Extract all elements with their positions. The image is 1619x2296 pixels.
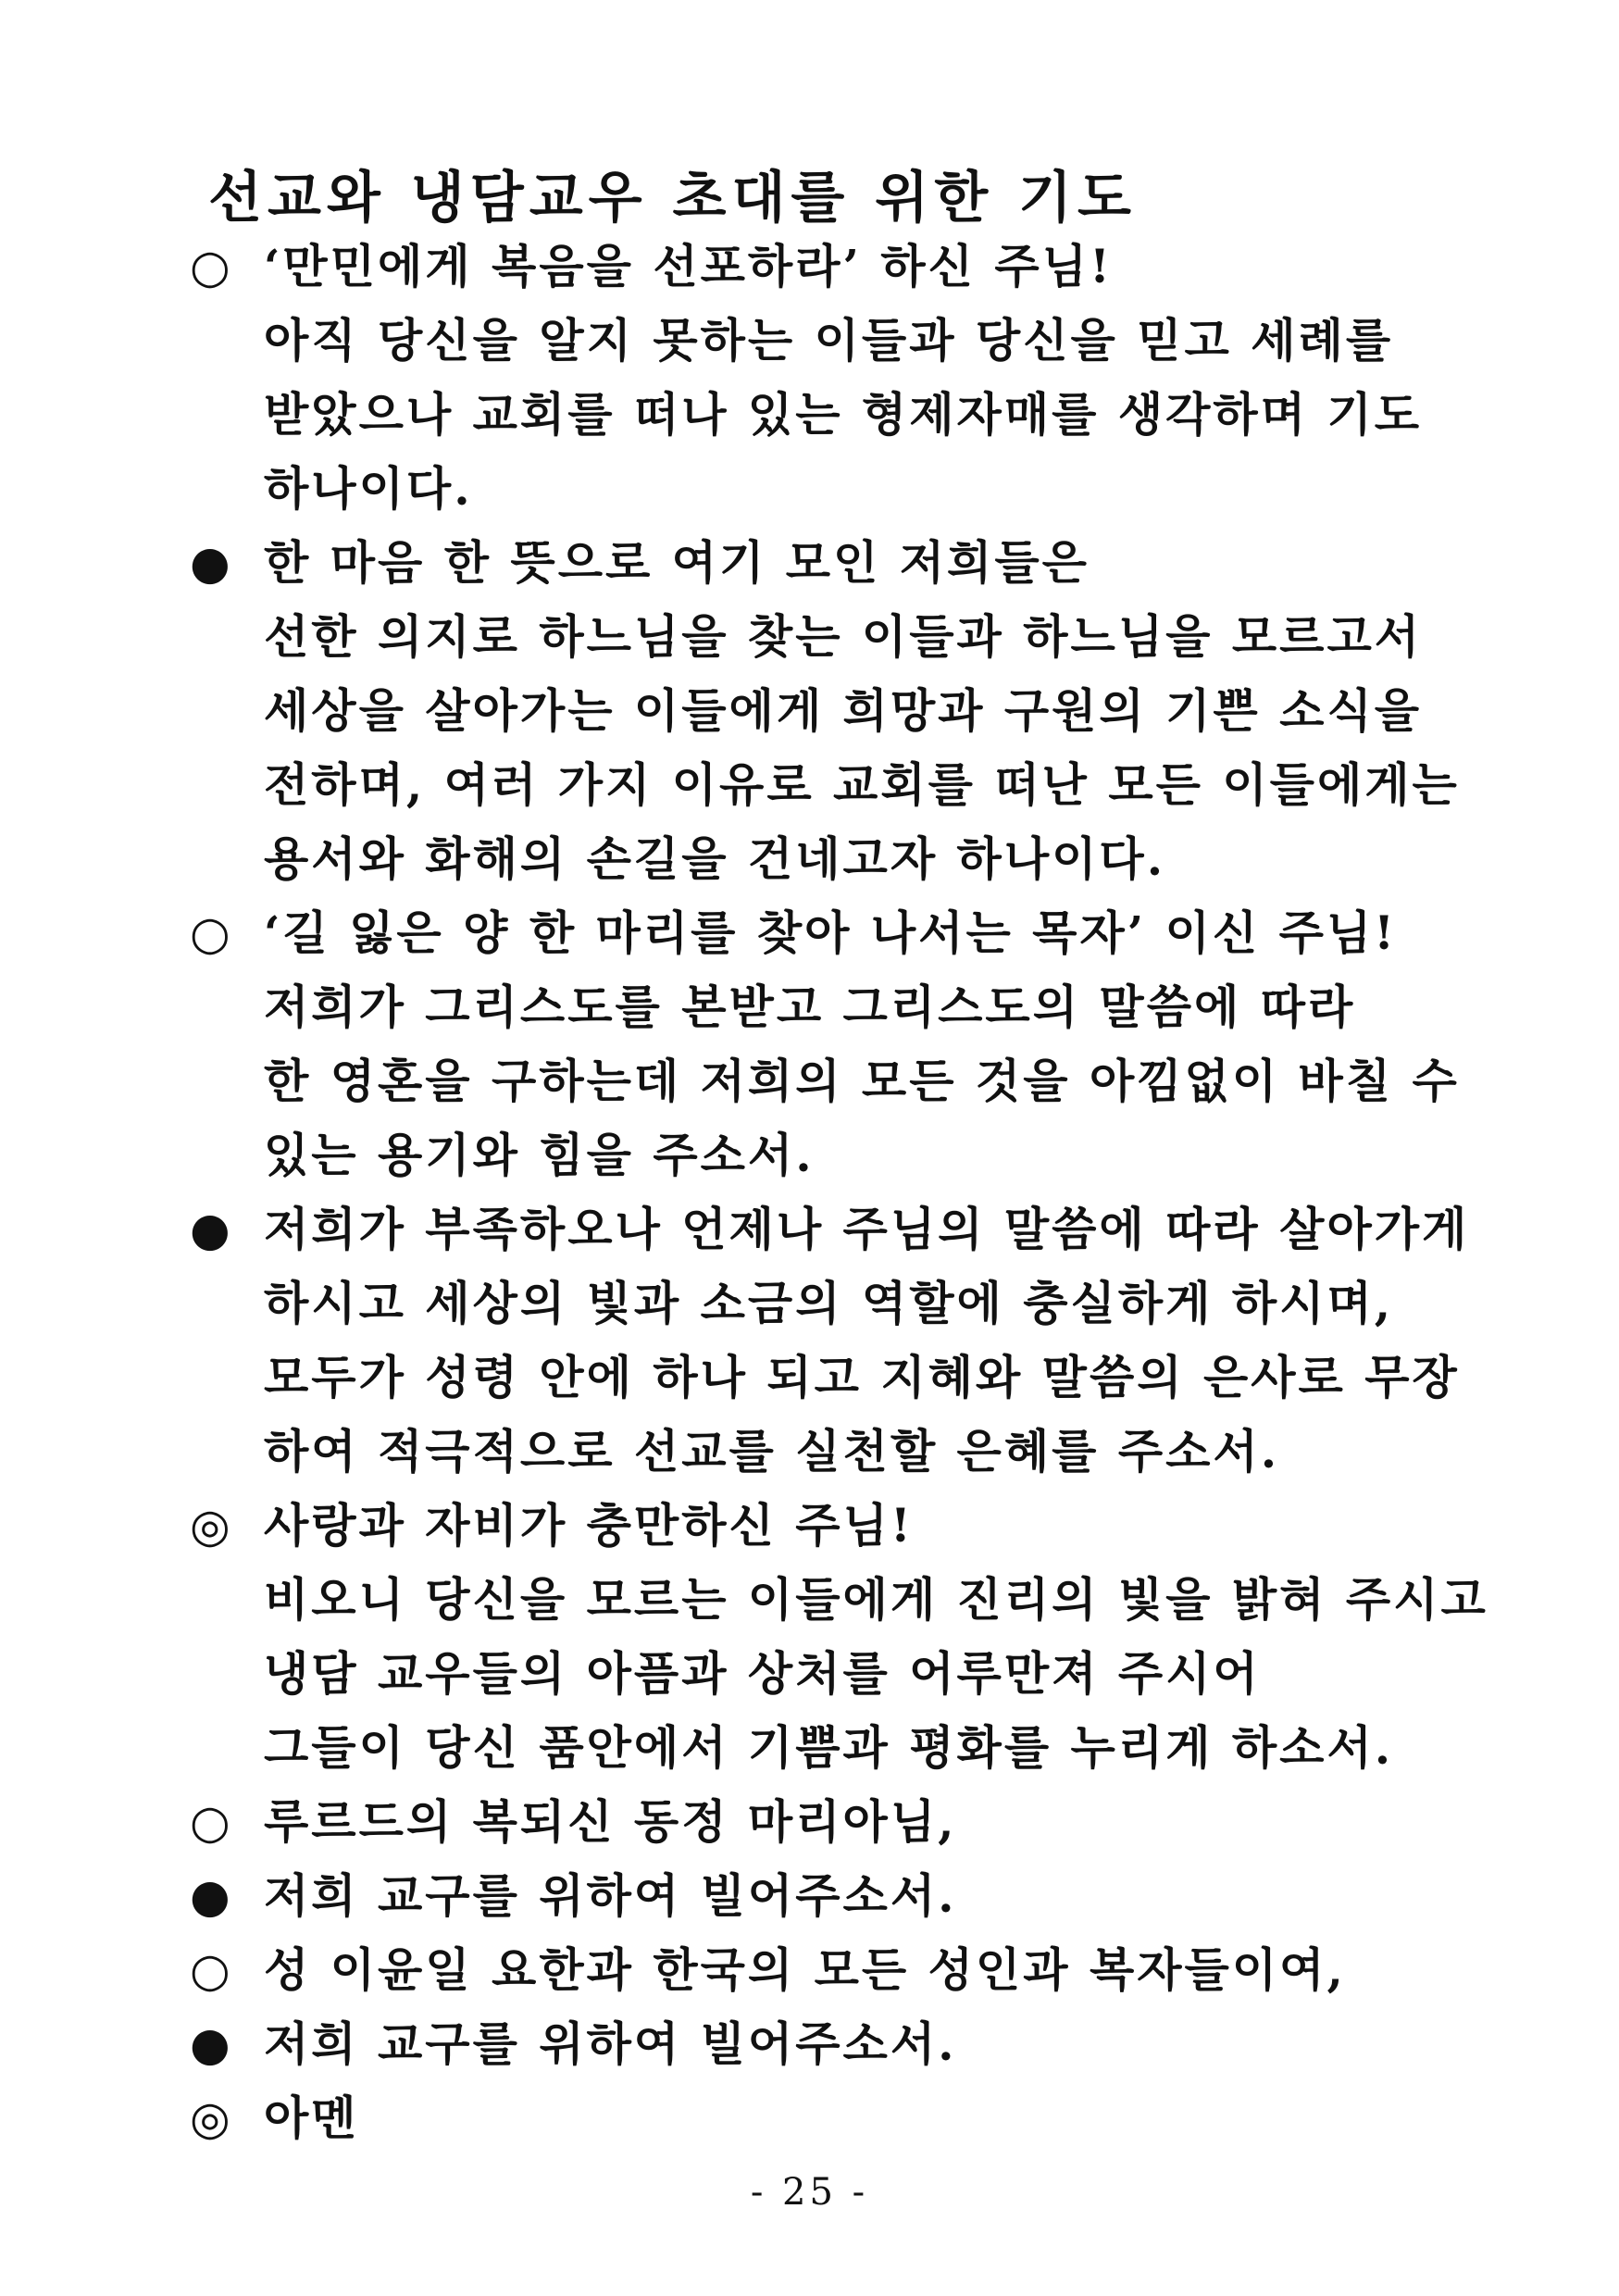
page-title: 선교와 냉담교우 초대를 위한 기도 xyxy=(208,166,1137,231)
prayer-line: 저희가 그리스도를 본받고 그리스도의 말씀에 따라 xyxy=(264,980,1356,1034)
prayer-line: 아멘 xyxy=(264,2090,359,2145)
prayer-line: 저희 교구를 위하여 빌어주소서. xyxy=(264,2016,957,2071)
filled-circle-icon: ● xyxy=(190,536,230,590)
prayer-line: ‘만민에게 복음을 선포하라’ 하신 주님! xyxy=(264,239,1113,293)
prayer-line: 냉담 교우들의 아픔과 상처를 어루만져 주시어 xyxy=(264,1646,1261,1701)
prayer-line: 용서와 화해의 손길을 건네고자 하나이다. xyxy=(264,831,1166,886)
prayer-line: 하시고 세상의 빛과 소금의 역할에 충실하게 하시며, xyxy=(264,1276,1394,1330)
prayer-line: 한 마음 한 뜻으로 여기 모인 저희들은 xyxy=(264,535,1090,590)
prayer-line: 전하며, 여러 가지 이유로 교회를 떠난 모든 이들에게는 xyxy=(264,757,1460,812)
prayer-line: 받았으나 교회를 떠나 있는 형제자매를 생각하며 기도 xyxy=(264,387,1423,442)
prayer-line: 루르드의 복되신 동정 마리아님, xyxy=(264,1794,957,1849)
prayer-line: 모두가 성령 안에 하나 되고 지혜와 말씀의 은사로 무장 xyxy=(264,1350,1460,1404)
prayer-line: 있는 용기와 힘을 주소서. xyxy=(264,1128,815,1182)
double-circle-icon: ◎ xyxy=(190,2091,230,2145)
prayer-line: 그들이 당신 품안에서 기쁨과 평화를 누리게 하소서. xyxy=(264,1720,1394,1775)
filled-circle-icon: ● xyxy=(190,1869,230,1923)
prayer-line: 하여 적극적으로 선교를 실천할 은혜를 주소서. xyxy=(264,1424,1280,1479)
open-circle-icon: ○ xyxy=(190,906,230,960)
page-number: - 25 - xyxy=(750,2171,869,2214)
filled-circle-icon: ● xyxy=(190,2017,230,2071)
double-circle-icon: ◎ xyxy=(190,1499,230,1553)
open-circle-icon: ○ xyxy=(190,1943,230,1997)
prayer-line: 저희가 부족하오나 언제나 주님의 말씀에 따라 살아가게 xyxy=(264,1202,1470,1256)
prayer-line: 아직 당신을 알지 못하는 이들과 당신을 믿고 세례를 xyxy=(264,313,1394,368)
filled-circle-icon: ● xyxy=(190,1203,230,1256)
prayer-line: 저희 교구를 위하여 빌어주소서. xyxy=(264,1868,957,1923)
prayer-line: 하나이다. xyxy=(264,461,473,516)
prayer-line: 비오니 당신을 모르는 이들에게 진리의 빛을 밝혀 주시고 xyxy=(264,1572,1488,1627)
prayer-line: 사랑과 자비가 충만하신 주님! xyxy=(264,1498,914,1553)
prayer-line: 성 이윤일 요한과 한국의 모든 성인과 복자들이여, xyxy=(264,1942,1346,1997)
prayer-line: 한 영혼을 구하는데 저희의 모든 것을 아낌없이 바칠 수 xyxy=(264,1054,1460,1108)
prayer-line: 세상을 살아가는 이들에게 희망과 구원의 기쁜 소식을 xyxy=(264,683,1423,738)
prayer-line: 선한 의지로 하느님을 찾는 이들과 하느님을 모르고서 xyxy=(264,609,1423,664)
open-circle-icon: ○ xyxy=(190,240,230,293)
open-circle-icon: ○ xyxy=(190,1795,230,1849)
prayer-line: ‘길 잃은 양 한 마리를 찾아 나서는 목자’ 이신 주님! xyxy=(264,905,1398,960)
